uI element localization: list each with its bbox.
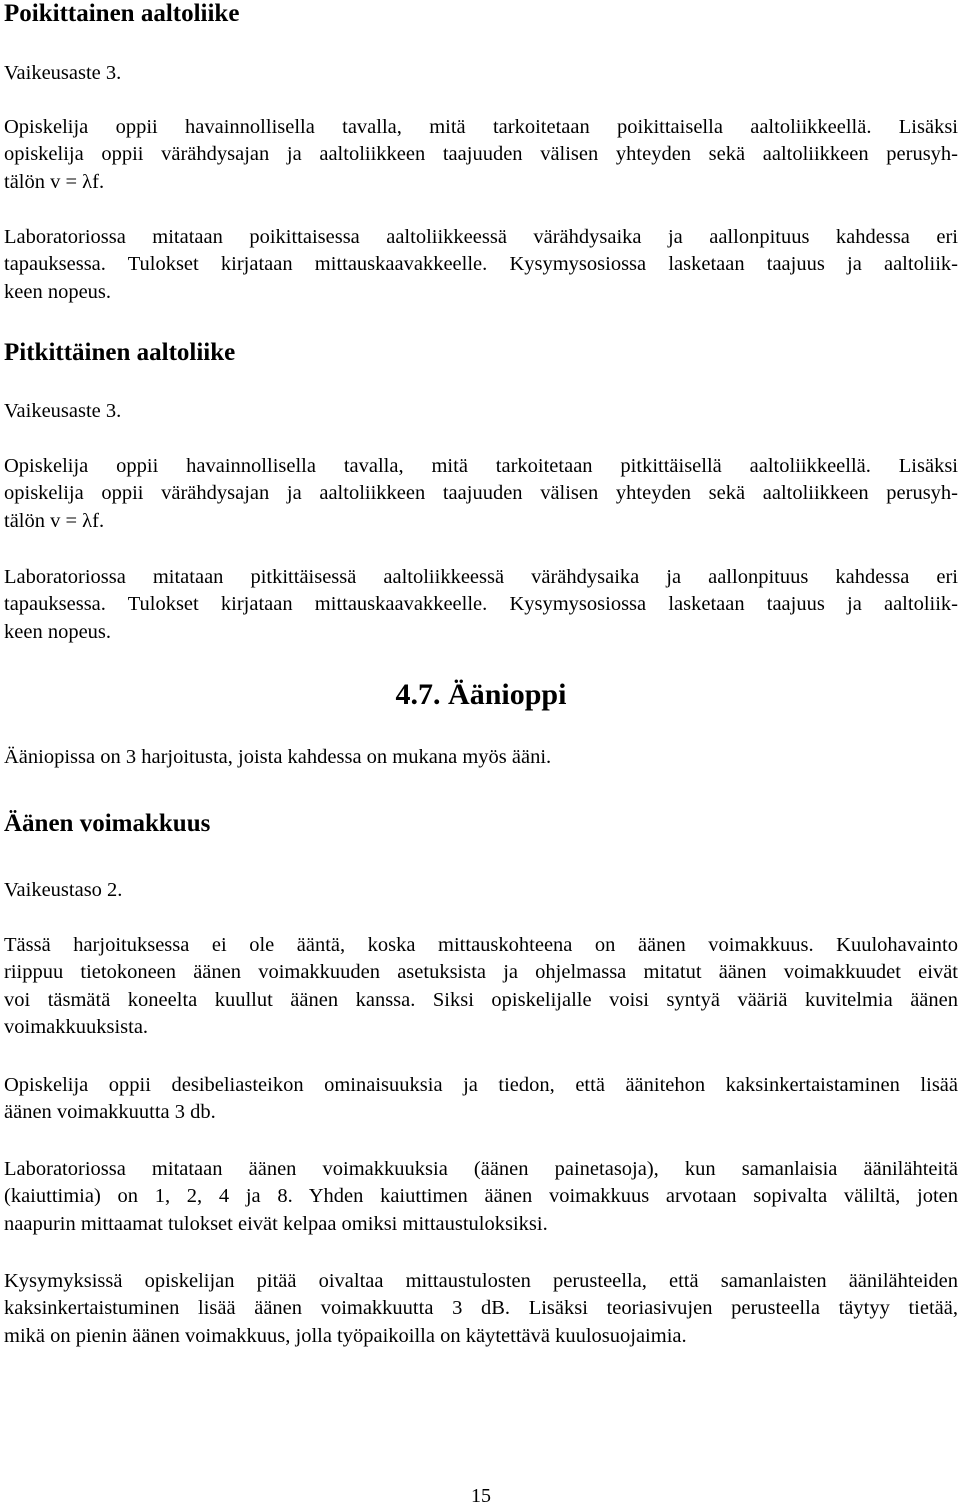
text-line: opiskelija oppii värähdysajan ja aaltoliikkeen taajuuden välisen yhteyden sekä aaltoliikkeen perusyh- bbox=[4, 143, 958, 166]
text-line: kaksinkertaistuminen lisää äänen voimakkuutta 3 dB. Lisäksi teoriasivujen perusteella täytyy tietää, bbox=[4, 1297, 958, 1320]
paragraph-learning-goal bbox=[4, 114, 958, 196]
paragraph-lab-description bbox=[4, 1156, 958, 1238]
difficulty-label: Vaikeustaso 2. bbox=[4, 879, 123, 901]
text-line: tapauksessa. Tulokset kirjataan mittauskaavakkeelle. Kysymysosiossa lasketaan taajuus ja aaltoliik- bbox=[4, 593, 958, 616]
text-line: Laboratoriossa mitataan äänen voimakkuuksia (äänen painetasoja), kun samanlaisia äänilähteitä bbox=[4, 1158, 958, 1180]
text-line: Opiskelija oppii havainnollisella tavalla, mitä tarkoitetaan pitkittäisellä aaltoliikkeellä. Lisäksi bbox=[4, 455, 958, 477]
paragraph-lab-description bbox=[4, 224, 958, 306]
text-line: Laboratoriossa mitataan pitkittäisessä aaltoliikkeessä värähdysaika ja aallonpituus kahdessa eri bbox=[4, 566, 958, 588]
text-line: voi täsmätä koneelta kuullut äänen kanssa. Siksi opiskelijalle voisi syntyä vääriä kuvitelmia äänen bbox=[4, 988, 958, 1011]
text-line: Laboratoriossa mitataan poikittaisessa aaltoliikkeessä värähdysaika ja aallonpituus kahdessa eri bbox=[4, 226, 958, 248]
text-line: naapurin mittaamat tulokset eivät kelpaa omiksi mittaustuloksiksi. bbox=[4, 1212, 548, 1235]
section-title-sound-intensity: Äänen voimakkuus bbox=[4, 810, 211, 837]
page-number: 15 bbox=[471, 1485, 491, 1507]
text-line: keen nopeus. bbox=[4, 280, 112, 303]
difficulty-label: Vaikeusaste 3. bbox=[4, 400, 122, 422]
text-line: Tässä harjoituksessa ei ole ääntä, koska mittauskohteena on äänen voimakkuus. Kuulohavainto bbox=[4, 934, 958, 956]
text-line: voimakkuuksista. bbox=[4, 1016, 149, 1039]
text-line: Kysymyksissä opiskelijan pitää oivaltaa mittaustulosten perusteella, että samanlaisten äänilähteiden bbox=[4, 1270, 958, 1292]
text-line: (kaiuttimia) on 1, 2, 4 ja 8. Yhden kaiuttimen äänen voimakkuus arvotaan sopivalta väliltä, joten bbox=[4, 1185, 958, 1208]
text-line: opiskelija oppii värähdysajan ja aaltoliikkeen taajuuden välisen yhteyden sekä aaltoliikkeen perusyh- bbox=[4, 482, 958, 505]
paragraph-no-sound-note bbox=[4, 932, 958, 1042]
chapter-title: 4.7. Äänioppi bbox=[395, 678, 567, 711]
difficulty-label: Vaikeusaste 3. bbox=[4, 62, 122, 84]
paragraph-learning-goal bbox=[4, 453, 958, 535]
paragraph-learning-goal bbox=[4, 1072, 958, 1127]
section-title-longitudinal-wave: Pitkittäinen aaltoliike bbox=[4, 339, 236, 366]
text-line: Opiskelija oppii havainnollisella tavalla, mitä tarkoitetaan poikittaisella aaltoliikkeellä. Lisäksi bbox=[4, 116, 958, 138]
section-title-transverse-wave: Poikittainen aaltoliike bbox=[4, 0, 240, 27]
text-line: äänen voimakkuutta 3 db. bbox=[4, 1101, 216, 1124]
text-line: Opiskelija oppii desibeliasteikon ominaisuuksia ja tiedon, että äänitehon kaksinkertaistaminen lisää bbox=[4, 1074, 958, 1096]
text-line: tapauksessa. Tulokset kirjataan mittauskaavakkeelle. Kysymysosiossa lasketaan taajuus ja aaltoliik- bbox=[4, 253, 958, 276]
paragraph-questions bbox=[4, 1268, 958, 1350]
text-line: tälön v = λf. bbox=[4, 170, 105, 193]
text-line: riippuu tietokoneen äänen voimakkuuden asetuksista ja ohjelmassa mitatut äänen voimakkuudet eivät bbox=[4, 961, 958, 984]
text-line: tälön v = λf. bbox=[4, 509, 105, 532]
chapter-intro: Ääniopissa on 3 harjoitusta, joista kahdessa on mukana myös ääni. bbox=[4, 746, 552, 768]
text-line: keen nopeus. bbox=[4, 620, 112, 643]
text-line: mikä on pienin äänen voimakkuus, jolla työpaikoilla on käytettävä kuulosuojaimia. bbox=[4, 1324, 687, 1347]
paragraph-lab-description bbox=[4, 564, 958, 646]
